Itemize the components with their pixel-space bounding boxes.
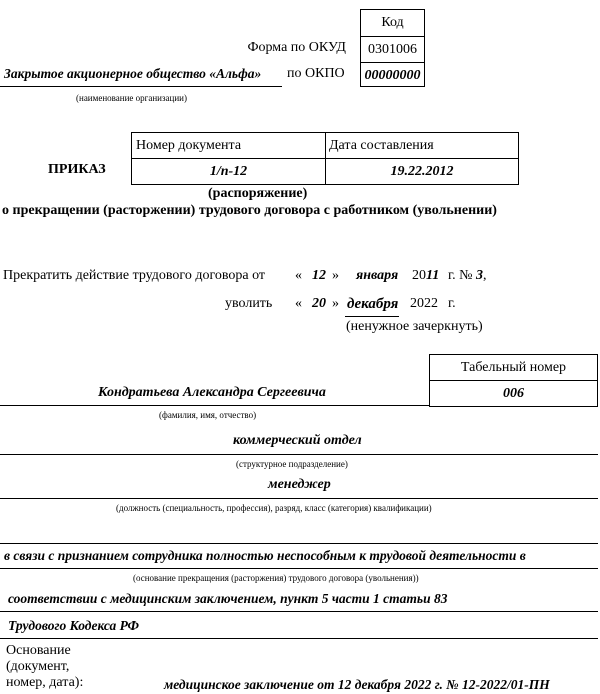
dismiss-label: уволить [225,296,273,311]
employee-name: Кондратьева Александра Сергеевича [98,385,326,400]
grounds-caption: (основание прекращения (расторжения) трудового договора (увольнения)) [133,573,419,583]
okpo-label: по ОКПО [287,66,345,81]
close-quote: » [332,268,339,283]
contract-year-suffix: 11 [426,268,440,283]
grounds-line-1-underline [0,568,598,569]
close-quote-2: » [332,296,339,311]
okud-label: Форма по ОКУД [247,40,346,55]
dismiss-year: 2022 [410,296,438,311]
org-caption: (наименование организации) [76,93,187,103]
contract-month: января [356,268,399,283]
grounds-line-3: Трудового Кодекса РФ [8,618,139,633]
basis-label [6,643,83,691]
personnel-number-header: Табельный номер [430,355,597,381]
order-subtitle: (распоряжение) [208,186,308,201]
contract-number: 3 [476,268,484,283]
terminate-label: Прекратить действие трудового договора от [3,268,266,283]
grounds-line-1: в связи с признанием сотрудника полностью неспособным к трудовой деятельности в [4,548,526,563]
contract-day: 12 [312,268,326,283]
basis-label-line-2: (документ, [6,659,70,674]
okud-code: 0301006 [361,36,424,62]
position-underline [0,498,598,499]
grounds-top-line [0,543,598,544]
org-name: Закрытое акционерное общество «Альфа» [4,66,262,81]
personnel-number-table [429,354,598,407]
org-name-underline [0,86,282,87]
contract-year-prefix: 20 [412,268,426,283]
order-subject: о прекращении (расторжении) трудового договора с работником (увольнении) [2,203,497,218]
code-table [360,9,425,87]
grounds-line-2: соответствии с медицинским заключением, пункт 5 части 1 статьи 83 [8,591,448,606]
dismiss-month-underline [345,316,399,317]
department: коммерческий отдел [233,433,362,448]
personnel-number: 006 [503,386,524,401]
basis-label-line-1: Основание [6,643,71,658]
open-quote-2: « [295,296,302,311]
contract-year [412,268,439,284]
basis-label-line-3: номер, дата): [6,675,84,690]
doc-number-header: Номер документа [132,133,326,159]
basis-value: медицинское заключение от 12 декабря 2022 г. № 12-2022/01-ПН [164,677,550,692]
position-caption: (должность (специальность, профессия), разряд, класс (категория) квалификации) [116,503,432,513]
document-table [131,132,519,185]
department-caption: (структурное подразделение) [236,459,348,469]
position: менеджер [268,477,331,492]
grounds-line-2-underline [0,611,598,612]
strike-note: (ненужное зачеркнуть) [346,319,483,334]
dismiss-month: декабря [347,296,399,312]
doc-date-header: Дата составления [326,133,518,159]
code-header: Код [381,15,404,30]
name-caption: (фамилия, имя, отчество) [159,410,257,420]
year-abbr: г. [448,268,456,283]
okpo-code: 00000000 [361,62,424,87]
open-quote: « [295,268,302,283]
department-underline [0,454,598,455]
doc-number: 1/п-12 [132,159,326,184]
dismiss-day: 20 [312,296,326,311]
comma: , [483,268,487,283]
grounds-line-3-underline [0,638,598,639]
number-sign: № [459,268,473,283]
order-title: ПРИКАЗ [48,162,106,177]
name-underline [0,405,430,406]
contract-number-line [448,268,487,284]
doc-date: 19.22.2012 [390,164,454,179]
dismiss-year-abbr: г. [448,296,456,311]
